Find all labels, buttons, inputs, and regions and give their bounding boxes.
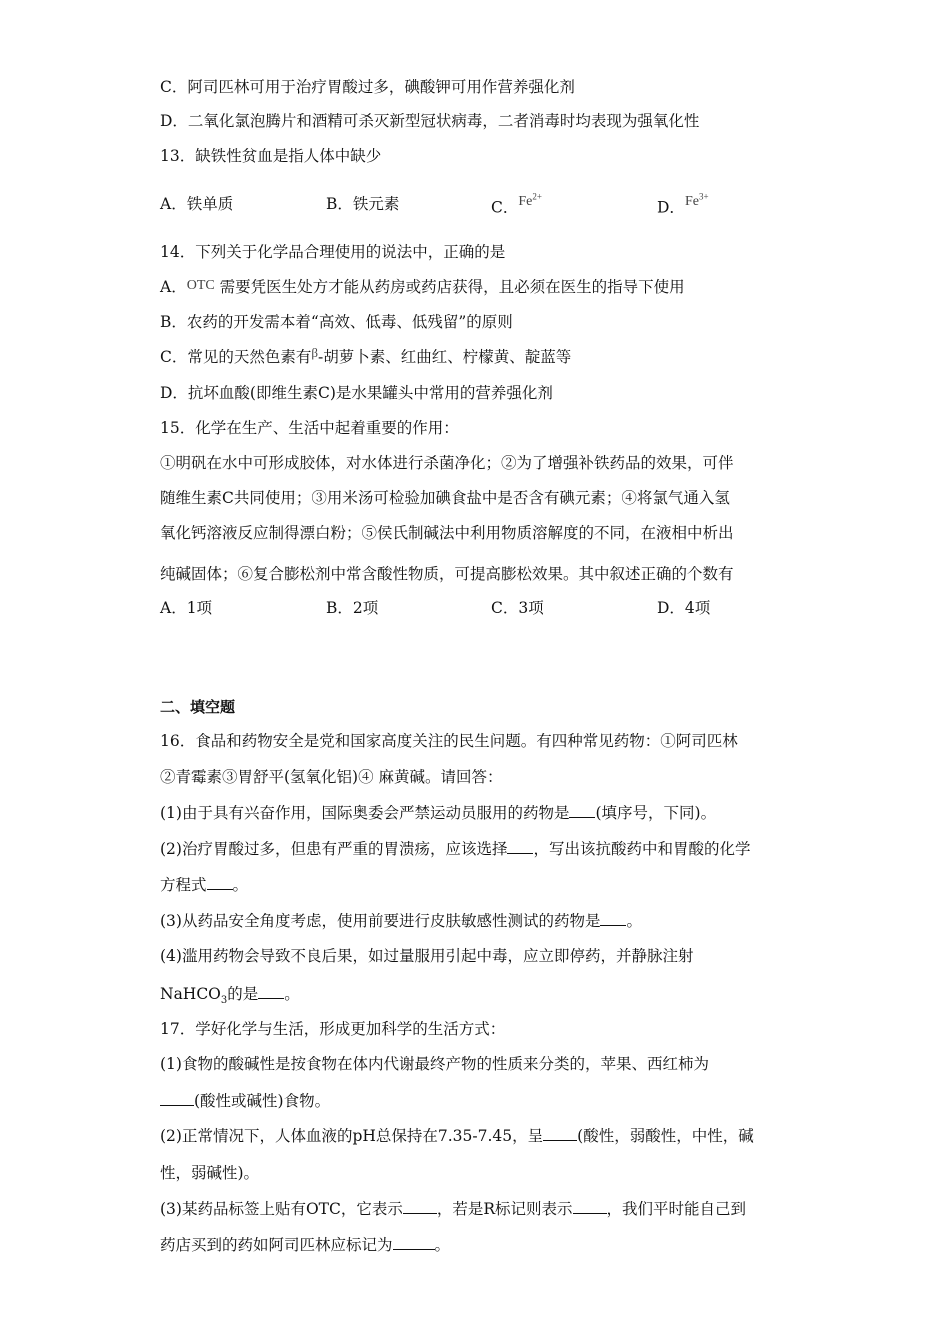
nahco3-subscript: 3: [220, 995, 228, 1007]
q14-option-a-text: 需要凭医生处方才能从药房或药店获得，且必须在医生的指导下使用: [219, 278, 685, 296]
q15-option-c: C．3项: [491, 599, 544, 617]
q17-part-3c-text: ，我们平时能自己到: [606, 1200, 747, 1218]
answer-blank[interactable]: [573, 1199, 607, 1214]
q16-part-1-tail: (填序号，下同)。: [595, 804, 717, 822]
q16-part-2c-text: 方程式: [160, 876, 207, 894]
q16-part-4d-text: 。: [284, 985, 300, 1003]
q17-part-3: [160, 1199, 746, 1219]
q16-part-1: [160, 803, 716, 823]
q17-part-3b-text: ，若是R标记则表示: [436, 1200, 573, 1218]
q15-line-4: 纯碱固体；⑥复合膨松剂中常含酸性物质，可提高膨松效果。其中叙述正确的个数有: [160, 565, 734, 583]
q16-line-1: 16．食品和药物安全是党和国家高度关注的民生问题。有四种常见药物：①阿司匹林: [160, 732, 738, 750]
answer-blank[interactable]: [258, 984, 284, 999]
beta-symbol: β: [311, 345, 318, 360]
q14-option-a: [160, 277, 685, 299]
q13-option-c: [491, 191, 542, 220]
q17-part-3-continued: [160, 1235, 450, 1255]
q14-option-c-label: C．常见的天然色素有: [160, 348, 312, 366]
q14-option-a-label: A．: [160, 278, 187, 296]
answer-blank[interactable]: [393, 1235, 435, 1250]
fe3-formula: [684, 191, 709, 209]
q17-part-2-continued: 性，弱碱性)。: [160, 1164, 260, 1182]
q16-part-2-text: (2)治疗胃酸过多，但患有严重的胃溃疡，应该选择: [160, 840, 508, 858]
nahco3-formula: NaHCO: [160, 985, 221, 1003]
q16-part-4: (4)滥用药物会导致不良后果，如过量服用引起中毒，应立即停药，并静脉注射: [160, 947, 694, 965]
answer-blank[interactable]: [543, 1126, 577, 1141]
fe3-charge: 3+: [698, 191, 709, 201]
answer-blank[interactable]: [403, 1199, 437, 1214]
q17-part-3d-text: 药店买到的药如阿司匹林应标记为: [160, 1236, 393, 1254]
q15-line-2: 随维生素C共同使用；③用米汤可检验加碘食盐中是否含有碘元素；④将氯气通入氢: [160, 489, 730, 507]
q16-part-4-continued: [160, 984, 300, 1011]
q16-part-2d-text: 。: [232, 876, 249, 894]
q12-option-c: C．阿司匹林可用于治疗胃酸过多，碘酸钾可用作营养强化剂: [160, 78, 575, 96]
q16-part-2: [160, 839, 750, 859]
q12-option-d: D．二氧化氯泡腾片和酒精可杀灭新型冠状病毒，二者消毒时均表现为强氧化性: [160, 112, 700, 130]
q16-part-2-tail: ，写出该抗酸药中和胃酸的化学: [533, 840, 751, 858]
q14-option-d: D．抗坏血酸(即维生素C)是水果罐头中常用的营养强化剂: [160, 384, 553, 402]
q13-option-b: B．铁元素: [326, 195, 400, 213]
q17-part-3e-text: 。: [434, 1236, 451, 1254]
q14-stem: 14．下列关于化学品合理使用的说法中，正确的是: [160, 243, 506, 261]
q13-option-d: [657, 191, 709, 220]
q17-part-1: (1)食物的酸碱性是按食物在体内代谢最终产物的性质来分类的，苹果、西红柿为: [160, 1055, 709, 1073]
fe2-charge: 2+: [532, 191, 542, 201]
q16-part-3-text: (3)从药品安全角度考虑，使用前要进行皮肤敏感性测试的药物是: [160, 912, 601, 930]
q13-option-d-label: D．: [657, 198, 685, 217]
q16-line-2: ②青霉素③胃舒平(氢氧化铝)④ 麻黄碱。请回答：: [160, 768, 503, 786]
q17-stem: 17．学好化学与生活，形成更加科学的生活方式：: [160, 1020, 506, 1038]
q17-part-2-text: (2)正常情况下，人体血液的pH总保持在7.35-7.45，呈: [160, 1127, 544, 1145]
q16-part-1-text: (1)由于具有兴奋作用，国际奥委会严禁运动员服用的药物是: [160, 804, 570, 822]
q16-part-3: [160, 911, 642, 931]
fe2-symbol: Fe: [518, 193, 533, 209]
fe3-symbol: Fe: [684, 193, 699, 209]
q17-part-1-tail: (酸性或碱性)食物。: [194, 1092, 331, 1110]
q17-part-3-text: (3)某药品标签上贴有OTC，它表示: [160, 1200, 403, 1218]
q15-line-3: 氧化钙溶液反应制得漂白粉；⑤侯氏制碱法中利用物质溶解度的不同，在液相中析出: [160, 524, 734, 542]
q13-option-c-label: C．: [491, 198, 519, 217]
otc-term: OTC: [186, 278, 215, 293]
q13-option-a: A．铁单质: [160, 195, 234, 213]
answer-blank[interactable]: [160, 1091, 194, 1106]
answer-blank[interactable]: [207, 875, 233, 890]
q15-option-d: D．4项: [657, 599, 711, 617]
answer-blank[interactable]: [507, 839, 533, 854]
fe2-formula: [518, 191, 542, 209]
answer-blank[interactable]: [600, 911, 626, 926]
q14-option-c-text: -胡萝卜素、红曲红、柠檬黄、靛蓝等: [318, 348, 572, 366]
q16-part-4c-text: 的是: [227, 985, 259, 1003]
q15-stem: 15．化学在生产、生活中起着重要的作用：: [160, 419, 459, 437]
q13-stem: 13．缺铁性贫血是指人体中缺少: [160, 147, 382, 165]
section-title: 二、填空题: [160, 698, 236, 716]
q16-part-3-tail: 。: [626, 912, 642, 930]
q17-part-1-continued: [160, 1091, 330, 1111]
q17-part-2-tail: (酸性，弱酸性，中性，碱: [577, 1127, 754, 1145]
q15-option-b: B．2项: [326, 599, 379, 617]
q14-option-b: B．农药的开发需本着“高效、低毒、低残留”的原则: [160, 313, 513, 331]
q14-option-c: [160, 347, 571, 368]
q15-option-a: A．1项: [160, 599, 213, 617]
q17-part-2: [160, 1126, 754, 1146]
q15-line-1: ①明矾在水中可形成胶体，对水体进行杀菌净化；②为了增强补铁药品的效果，可伴: [160, 454, 734, 472]
answer-blank[interactable]: [569, 803, 595, 818]
q16-part-2-continued: [160, 875, 248, 895]
